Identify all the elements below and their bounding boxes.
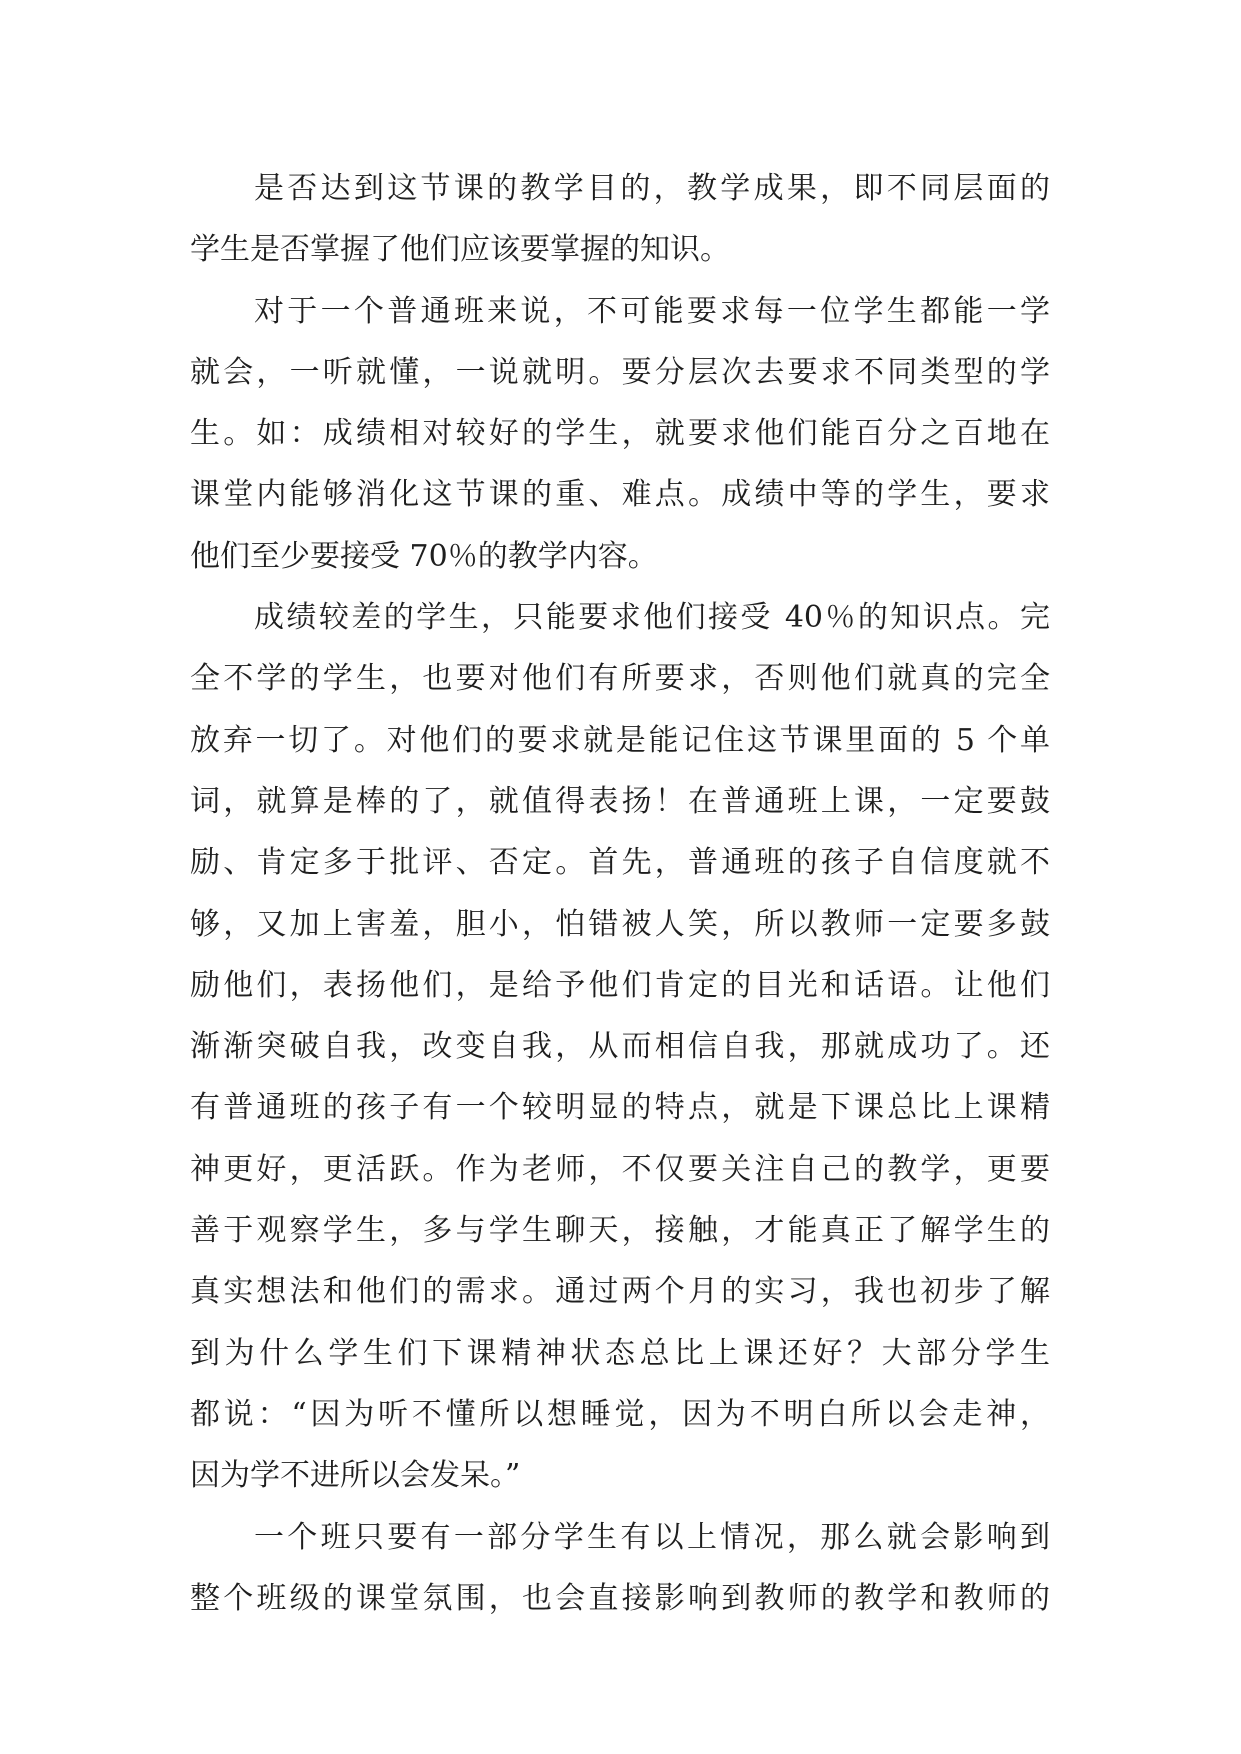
text-line: 因为学不进所以会发呆。” [190, 1458, 521, 1494]
text-line: 他们至少要接受 70％的教学内容。 [190, 538, 658, 574]
text-line: 真实想法和他们的需求。通过两个月的实习，我也初步了解 [190, 1274, 1050, 1310]
text-line: 励他们，表扬他们，是给予他们肯定的目光和话语。让他们 [190, 967, 1050, 1003]
text-line: 够，又加上害羞，胆小，怕错被人笑，所以教师一定要多鼓 [190, 906, 1050, 942]
document-body [190, 158, 1050, 1629]
text-line: 有普通班的孩子有一个较明显的特点，就是下课总比上课精 [190, 1090, 1050, 1126]
text-line: 神更好，更活跃。作为老师，不仅要关注自己的教学，更要 [190, 1151, 1050, 1187]
text-line: 词，就算是棒的了，就值得表扬！在普通班上课，一定要鼓 [190, 783, 1050, 819]
text-line: 励、肯定多于批评、否定。首先，普通班的孩子自信度就不 [190, 845, 1050, 881]
text-line: 全不学的学生，也要对他们有所要求，否则他们就真的完全 [190, 661, 1050, 697]
text-line: 一个班只要有一部分学生有以上情况，那么就会影响到 [254, 1519, 1050, 1555]
text-line: 学生是否掌握了他们应该要掌握的知识。 [190, 232, 730, 268]
text-line: 成绩较差的学生，只能要求他们接受 40％的知识点。完 [254, 600, 1050, 636]
text-line: 都说：“因为听不懂所以想睡觉，因为不明白所以会走神， [190, 1396, 1050, 1432]
text-line: 放弃一切了。对他们的要求就是能记住这节课里面的 5 个单 [190, 722, 1050, 758]
text-line: 到为什么学生们下课精神状态总比上课还好？大部分学生 [190, 1335, 1050, 1371]
text-line: 渐渐突破自我，改变自我，从而相信自我，那就成功了。还 [190, 1029, 1050, 1065]
text-line: 就会，一听就懂，一说就明。要分层次去要求不同类型的学 [190, 354, 1050, 390]
text-line: 整个班级的课堂氛围，也会直接影响到教师的教学和教师的 [190, 1580, 1050, 1616]
text-line: 课堂内能够消化这节课的重、难点。成绩中等的学生，要求 [190, 477, 1050, 513]
text-line: 对于一个普通班来说，不可能要求每一位学生都能一学 [254, 293, 1050, 329]
text-line: 是否达到这节课的教学目的，教学成果，即不同层面的 [254, 171, 1050, 206]
text-line: 善于观察学生，多与学生聊天，接触，才能真正了解学生的 [190, 1213, 1050, 1249]
text-line: 生。如：成绩相对较好的学生，就要求他们能百分之百地在 [190, 416, 1050, 452]
